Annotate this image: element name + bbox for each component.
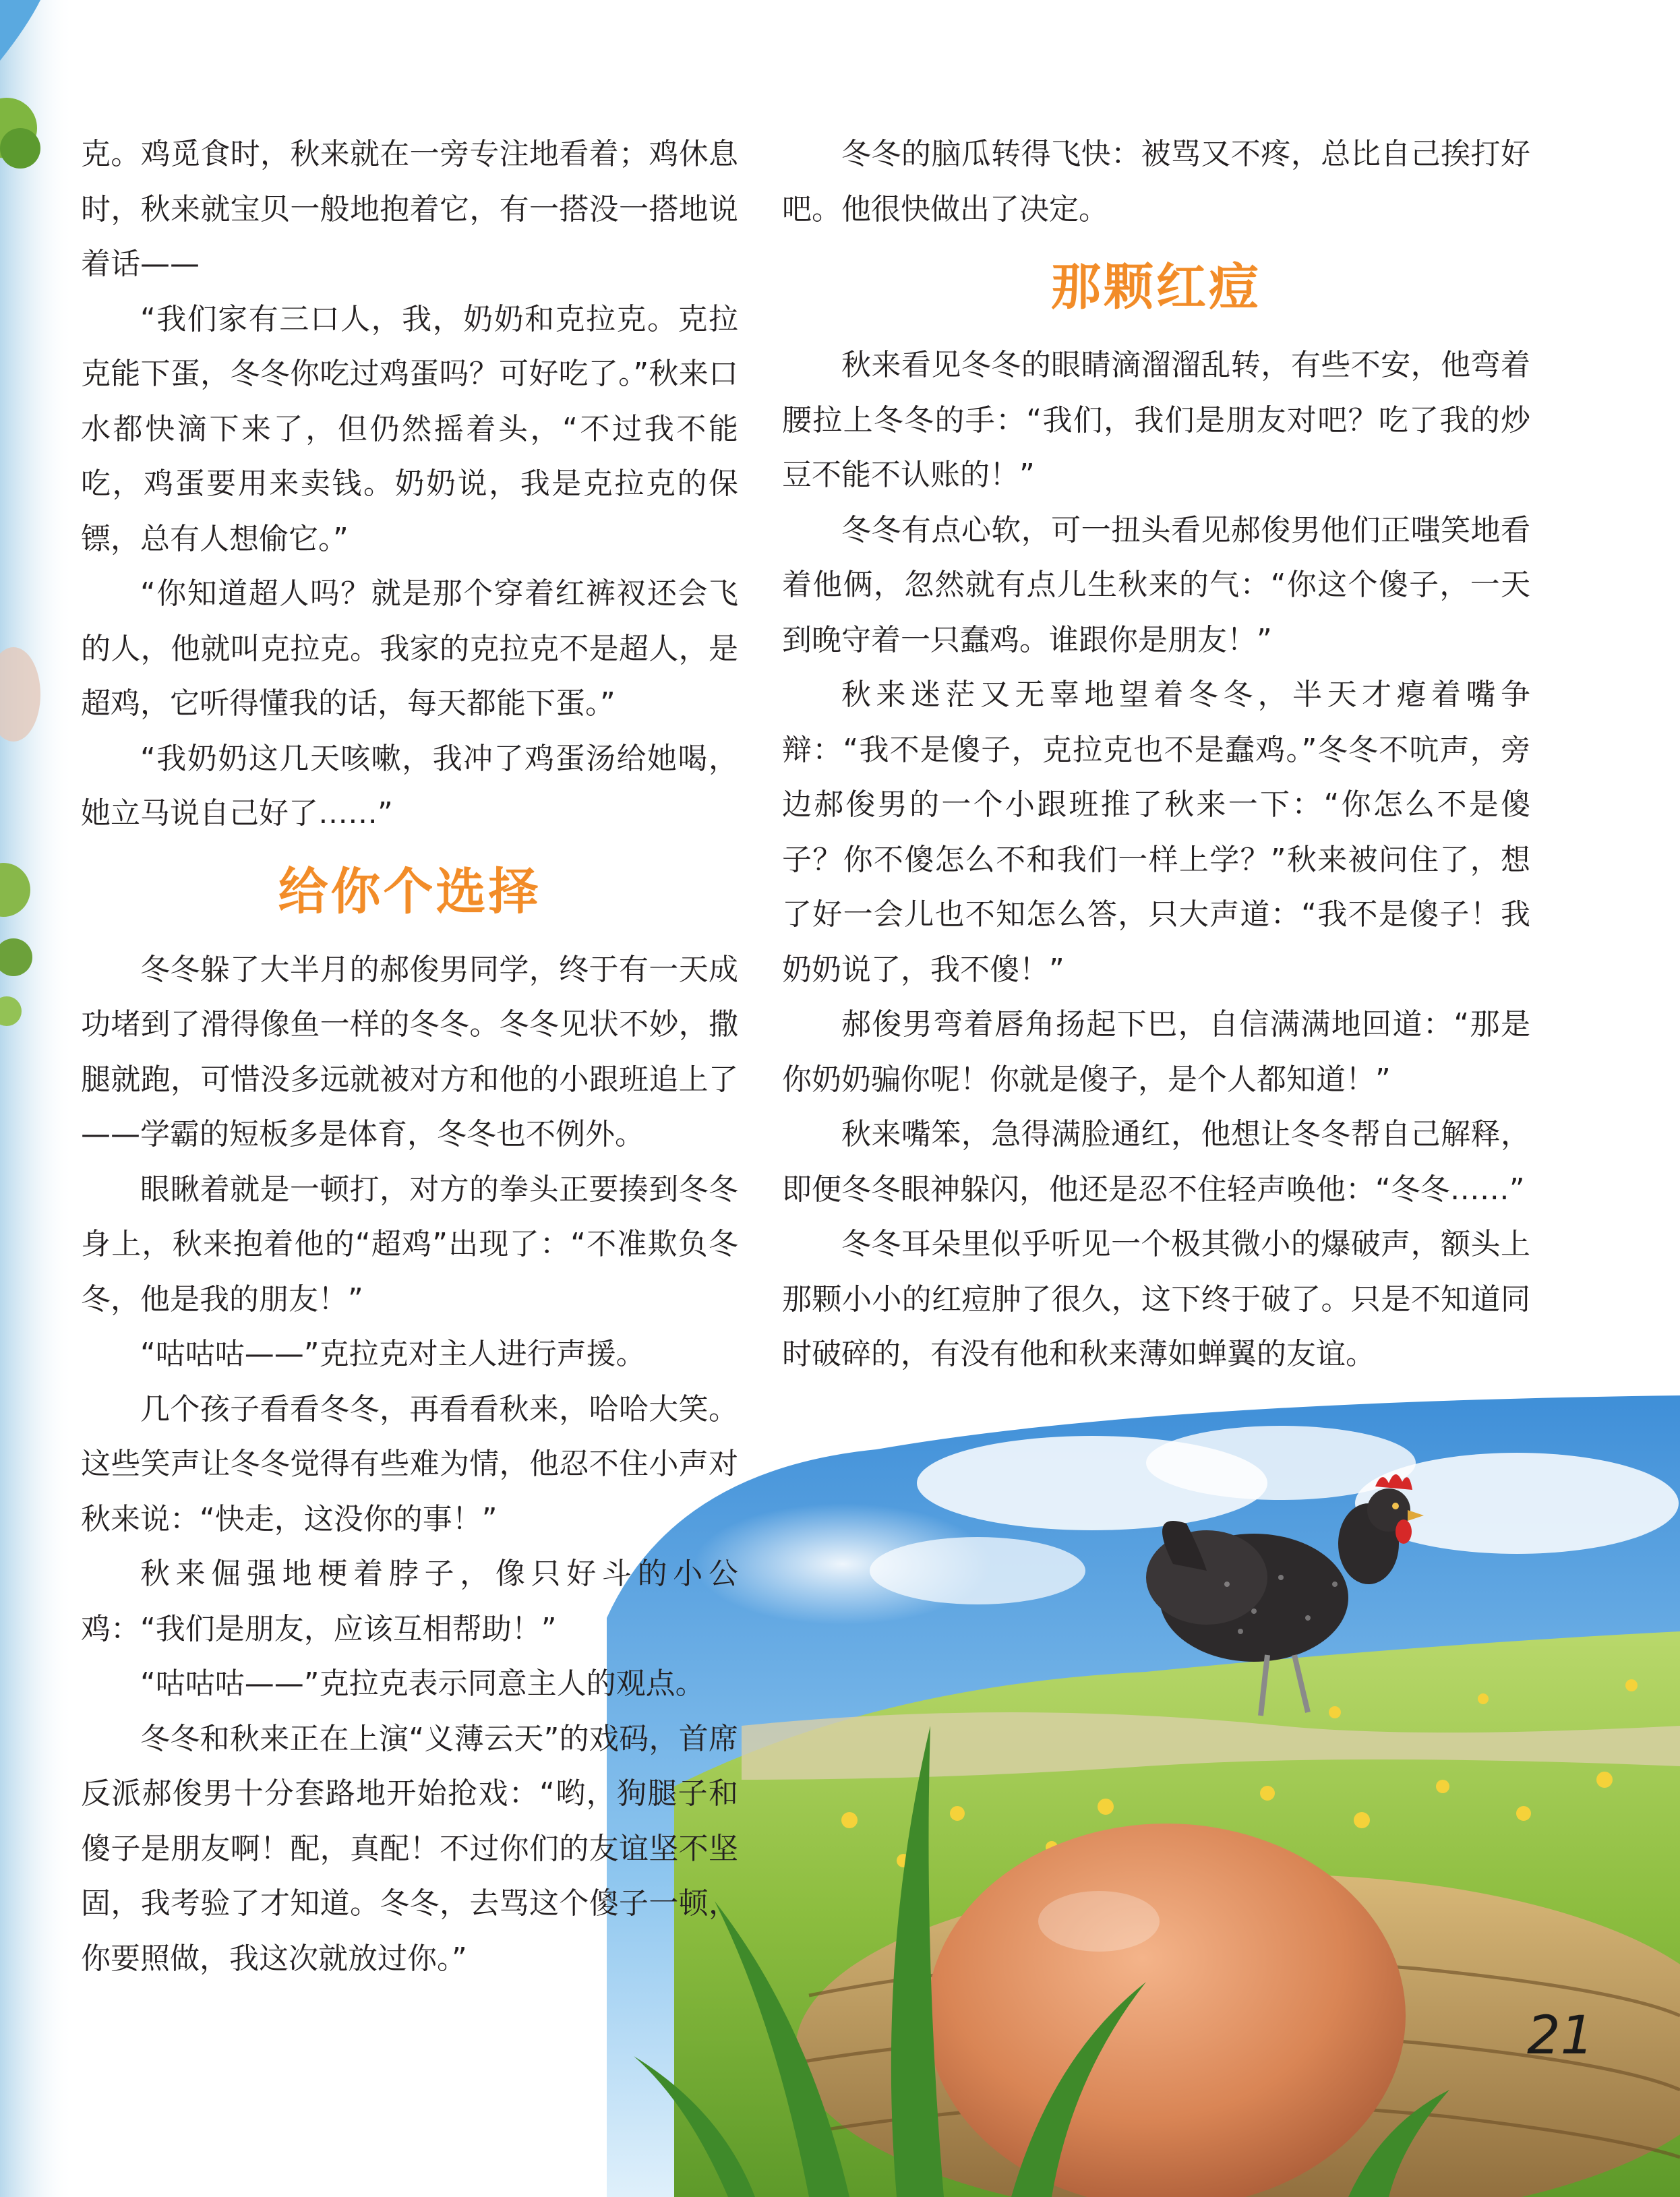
paragraph: “咕咕咕——”克拉克对主人进行声援。 xyxy=(140,1337,646,1371)
right-column xyxy=(782,127,1530,1382)
paragraph: 克。鸡觅食时，秋来就在一旁专注地看着；鸡休息时，秋来就宝贝一般地抱着它，有一搭没一搭地说着话—— xyxy=(81,137,738,281)
paragraph: 冬冬的脑瓜转得飞快：被骂又不疼，总比自己挨打好吧。他很快做出了决定。 xyxy=(782,137,1530,227)
left-edge-gradient xyxy=(0,0,74,2197)
paragraph: 冬冬有点心软，可一扭头看见郝俊男他们正嗤笑地看着他俩，忽然就有点儿生秋来的气：“你这个傻子，一天到晚守着一只蠢鸡。谁跟你是朋友！” xyxy=(782,512,1530,657)
section-heading: 给你个选择 xyxy=(278,862,541,921)
paragraph: “你知道超人吗？就是那个穿着红裤衩还会飞的人，他就叫克拉克。我家的克拉克不是超人，是超鸡，它听得懂我的话，每天都能下蛋。” xyxy=(81,576,738,721)
paragraph: 冬冬躲了大半月的郝俊男同学，终于有一天成功堵到了滑得像鱼一样的冬冬。冬冬见状不妙，撒腿就跑，可惜没多远就被对方和他的小跟班追上了——学霸的短板多是体育，冬冬也不例外。 xyxy=(81,952,738,1151)
paragraph: “咕咕咕——”克拉克表示同意主人的观点。 xyxy=(140,1666,705,1701)
paragraph: 秋来迷茫又无辜地望着冬冬，半天才瘪着嘴争辩：“我不是傻子，克拉克也不是蠢鸡。”冬冬不吭声，旁边郝俊男的一个小跟班推了秋来一下：“你怎么不是傻子？你不傻怎么不和我们一样上学？”秋来被问住了，想了好一会儿也不知怎么答，只大声道：“我不是傻子！我奶奶说了，我不傻！” xyxy=(782,678,1530,987)
paragraph: 郝俊男弯着唇角扬起下巴，自信满满地回道：“那是你奶奶骗你呢！你就是傻子，是个人都知道！” xyxy=(782,1007,1530,1097)
egg xyxy=(927,1824,1406,2197)
paragraph: “我们家有三口人，我，奶奶和克拉克。克拉克能下蛋，冬冬你吃过鸡蛋吗？可好吃了。”秋来口水都快滴下来了，但仍然摇着头，“不过我不能吃，鸡蛋要用来卖钱。奶奶说，我是克拉克的保镖，总有人想偷它。” xyxy=(81,301,738,556)
paragraph: 冬冬耳朵里似乎听见一个极其微小的爆破声，额头上那颗小小的红痘肿了很久，这下终于破了。只是不知道同时破碎的，有没有他和秋来薄如蝉翼的友谊。 xyxy=(782,1227,1530,1371)
paragraph: 眼瞅着就是一顿打，对方的拳头正要揍到冬冬身上，秋来抱着他的“超鸡”出现了：“不准欺负冬冬，他是我的朋友！” xyxy=(81,1172,738,1317)
left-column xyxy=(81,127,738,1986)
paragraph: 冬冬和秋来正在上演“义薄云天”的戏码，首席反派郝俊男十分套路地开始抢戏：“哟，狗腿子和傻子是朋友啊！配，真配！不过你们的友谊坚不坚固，我考验了才知道。冬冬，去骂这个傻子一顿，你要照做，我这次就放过你。” xyxy=(81,1721,738,1976)
paragraph: 秋来看见冬冬的眼睛滴溜溜乱转，有些不安，他弯着腰拉上冬冬的手：“我们，我们是朋友对吧？吃了我的炒豆不能不认账的！” xyxy=(782,348,1530,492)
paragraph: 秋来嘴笨，急得满脸通红，他想让冬冬帮自己解释，即便冬冬眼神躲闪，他还是忍不住轻声唤他：“冬冬……” xyxy=(782,1117,1530,1207)
section-heading: 那颗红痘 xyxy=(1051,258,1261,316)
paragraph: 几个孩子看看冬冬，再看看秋来，哈哈大笑。这些笑声让冬冬觉得有些难为情，他忍不住小声对秋来说：“快走，这没你的事！” xyxy=(81,1391,738,1536)
paragraph: 秋来倔强地梗着脖子，像只好斗的小公鸡：“我们是朋友，应该互相帮助！” xyxy=(81,1557,738,1646)
farm-scene xyxy=(607,1395,1680,2197)
page-number: 21 xyxy=(1527,2006,1594,2066)
paragraph: “我奶奶这几天咳嗽，我冲了鸡蛋汤给她喝，她立马说自己好了……” xyxy=(81,741,738,831)
